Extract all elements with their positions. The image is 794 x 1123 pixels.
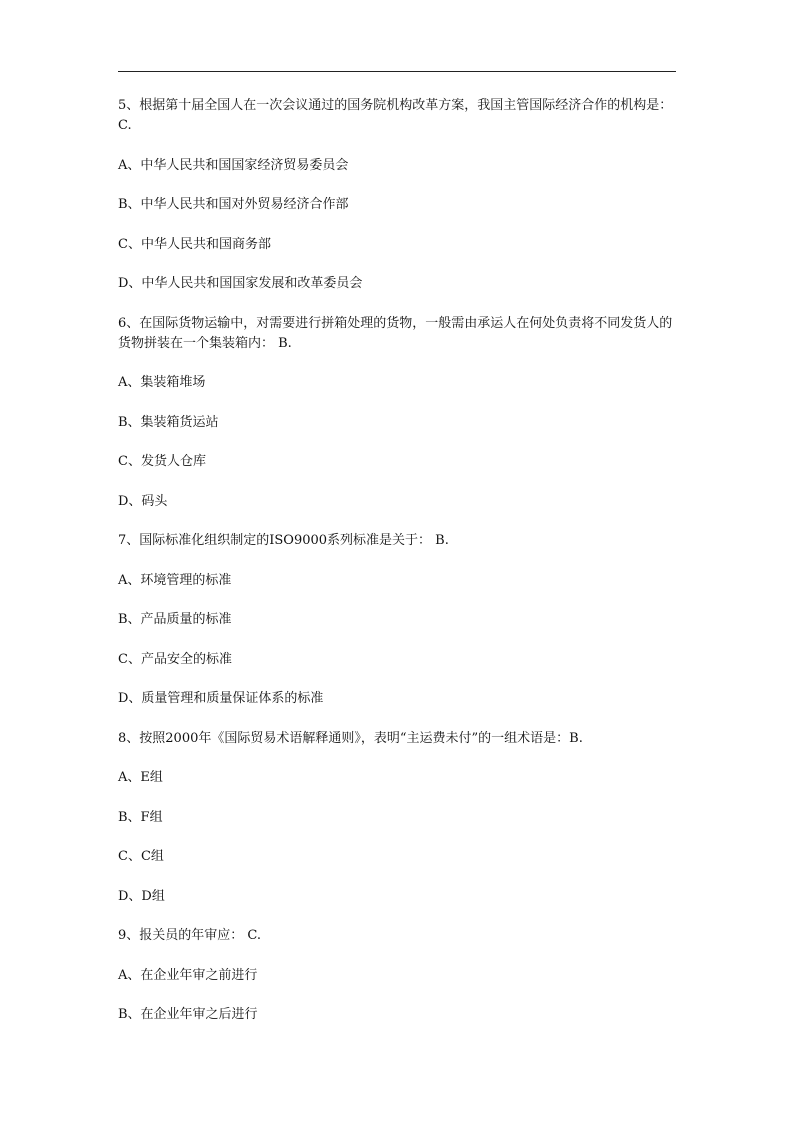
- option-c: C、中华人民共和国商务部: [118, 236, 271, 252]
- question-stem: 9、报关员的年审应： C.: [118, 928, 262, 943]
- header-rule: [118, 71, 676, 72]
- option-b: B、中华人民共和国对外贸易经济合作部: [118, 197, 349, 212]
- option-d: D、D组: [118, 888, 165, 904]
- option-a: A、中华人民共和国国家经济贸易委员会: [118, 157, 349, 173]
- option-a: A、E组: [118, 770, 163, 785]
- question-stem: 6、在国际货物运输中，对需要进行拼箱处理的货物，一般需由承运人在何处负责将不同发货人的货物拼装在一个集装箱内： B.: [118, 315, 673, 351]
- option-c: C、发货人仓库: [118, 454, 206, 469]
- option-b: B、集装箱货运站: [118, 414, 219, 430]
- option-c: C、产品安全的标准: [118, 651, 232, 667]
- option-b: B、在企业年审之后进行: [118, 1007, 258, 1022]
- option-d: D、质量管理和质量保证体系的标准: [118, 691, 324, 706]
- question-7: [118, 531, 678, 709]
- question-8: [118, 729, 678, 907]
- option-d: D、码头: [118, 493, 168, 509]
- option-d: D、中华人民共和国国家发展和改革委员会: [118, 276, 363, 291]
- question-9: [118, 926, 678, 1025]
- question-5: [118, 96, 678, 294]
- option-b: B、产品质量的标准: [118, 612, 232, 627]
- option-a: A、环境管理的标准: [118, 572, 232, 588]
- option-c: C、C组: [118, 849, 164, 864]
- document-body: [118, 96, 678, 1045]
- option-b: B、F组: [118, 809, 163, 825]
- question-stem: 5、根据第十届全国人在一次会议通过的国务院机构改革方案，我国主管国际经济合作的机构是： C.: [118, 98, 677, 133]
- option-a: A、在企业年审之前进行: [118, 967, 258, 983]
- question-6: [118, 314, 678, 512]
- question-stem: 7、国际标准化组织制定的ISO9000系列标准是关于： B.: [118, 533, 449, 548]
- option-a: A、集装箱堆场: [118, 375, 206, 390]
- question-stem: 8、按照2000年《国际贸易术语解释通则》，表明“主运费未付”的一组术语是：B.: [118, 730, 583, 746]
